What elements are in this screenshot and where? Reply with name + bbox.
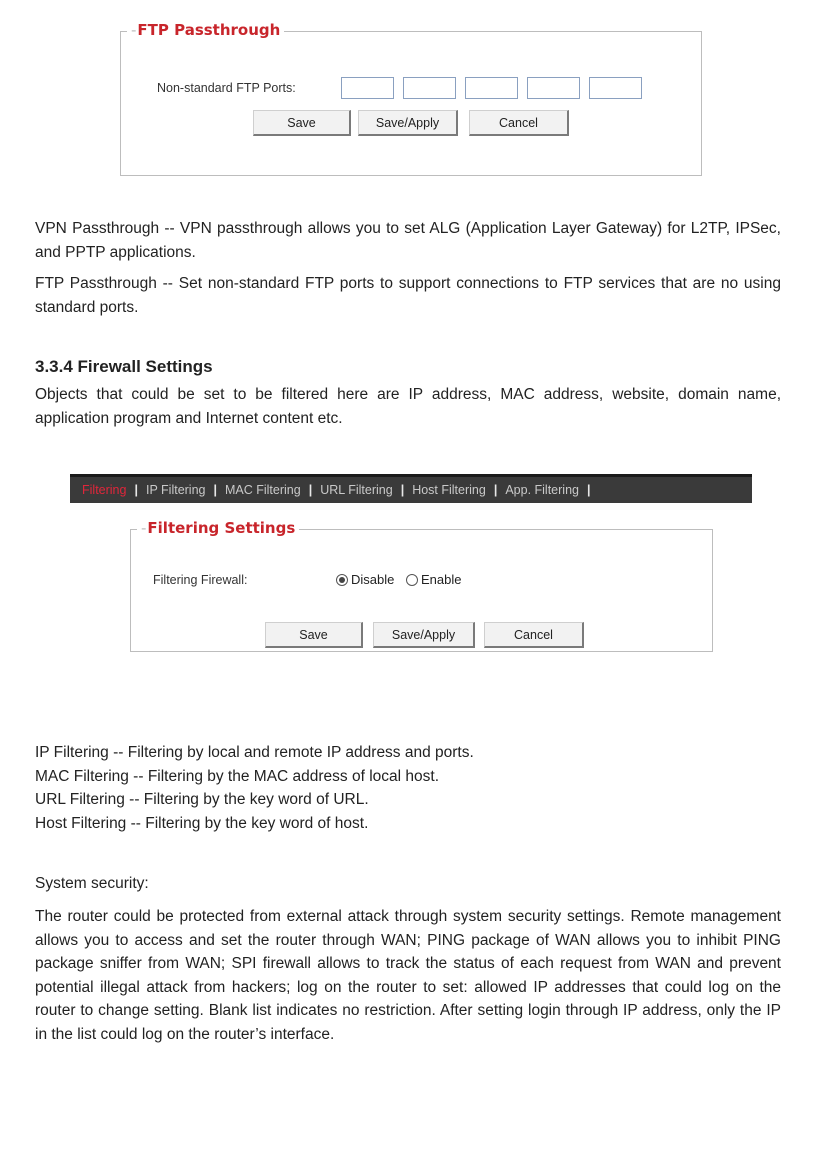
filter-cancel-button[interactable]: Cancel: [484, 622, 584, 648]
tab-url-filtering[interactable]: URL Filtering: [320, 483, 393, 497]
ftp-save-button[interactable]: Save: [253, 110, 351, 136]
ftp-ports-label: Non-standard FTP Ports:: [157, 81, 296, 95]
tab-mac-filtering[interactable]: MAC Filtering: [224, 483, 301, 497]
ftp-port-input-2[interactable]: [403, 77, 456, 99]
ftp-port-input-3[interactable]: [465, 77, 518, 99]
nav-separator: |: [308, 483, 313, 497]
filtering-firewall-options: [336, 572, 461, 587]
ftp-passthrough-legend: -FTP Passthrough: [127, 21, 284, 39]
firewall-intro-text: Objects that could be set to be filtered here are IP address, MAC address, website, domain name, application program and Internet content etc.: [35, 386, 781, 427]
filter-save-button[interactable]: Save: [265, 622, 363, 648]
nav-separator: |: [213, 483, 217, 497]
host-filtering-description: Host Filtering -- Filtering by the key word of host.: [35, 814, 369, 832]
tab-app-filtering[interactable]: App. Filtering: [505, 483, 579, 497]
ftp-passthrough-panel: [120, 21, 702, 176]
filtering-nav-bar: [70, 474, 752, 503]
ftp-passthrough-description: FTP Passthrough -- Set non-standard FTP ports to support connections to FTP services that are no using standard ports.: [35, 275, 781, 316]
ftp-port-input-5[interactable]: [589, 77, 642, 99]
ftp-save-apply-button[interactable]: Save/Apply: [358, 110, 458, 136]
nav-separator: |: [400, 483, 405, 497]
disable-option[interactable]: Disable: [336, 572, 398, 587]
nav-separator: |: [134, 483, 138, 497]
filter-save-apply-button[interactable]: Save/Apply: [373, 622, 475, 648]
tab-ip-filtering[interactable]: IP Filtering: [145, 483, 206, 497]
ip-filtering-description: IP Filtering -- Filtering by local and remote IP address and ports.: [35, 744, 474, 761]
tab-filtering[interactable]: Filtering: [82, 483, 127, 497]
nav-separator: |: [586, 483, 591, 497]
vpn-passthrough-description: VPN Passthrough -- VPN passthrough allows you to set ALG (Application Layer Gateway) for L2TP, IPSec, and PPTP applications.: [35, 220, 781, 261]
disable-radio[interactable]: [336, 574, 348, 586]
mac-filtering-description: MAC Filtering -- Filtering by the MAC address of local host.: [35, 767, 439, 785]
firewall-settings-heading: 3.3.4 Firewall Settings: [35, 357, 213, 376]
ftp-ports-group: [341, 77, 646, 99]
enable-radio[interactable]: [406, 574, 418, 586]
tab-host-filtering[interactable]: Host Filtering: [412, 483, 486, 497]
url-filtering-description: URL Filtering -- Filtering by the key word of URL.: [35, 791, 369, 808]
nav-separator: |: [493, 483, 498, 497]
ftp-cancel-button[interactable]: Cancel: [469, 110, 569, 136]
enable-option[interactable]: Enable: [406, 572, 461, 587]
ftp-port-input-4[interactable]: [527, 77, 580, 99]
filtering-settings-panel: [130, 519, 713, 652]
system-security-title: System security:: [35, 875, 149, 892]
ftp-port-input-1[interactable]: [341, 77, 394, 99]
system-security-body: The router could be protected from external attack through system security settings. Remote management allows you to access and set the router through WAN; PING package of WAN allows you to inhibit PING package sniffer from WAN; SPI firewall allows to track the status of each request from WAN and prevent potential illegal attack from hackers; log on the router to set: allowed IP addresses that could log on the router to change setting. Blank list indicates no restriction. After setting login through IP address, only the IP in the list could log on the router’s interface.: [35, 908, 781, 1043]
filtering-settings-legend: -Filtering Settings: [137, 519, 299, 537]
filtering-firewall-label: Filtering Firewall:: [153, 573, 248, 587]
filter-descriptions: [35, 741, 781, 835]
